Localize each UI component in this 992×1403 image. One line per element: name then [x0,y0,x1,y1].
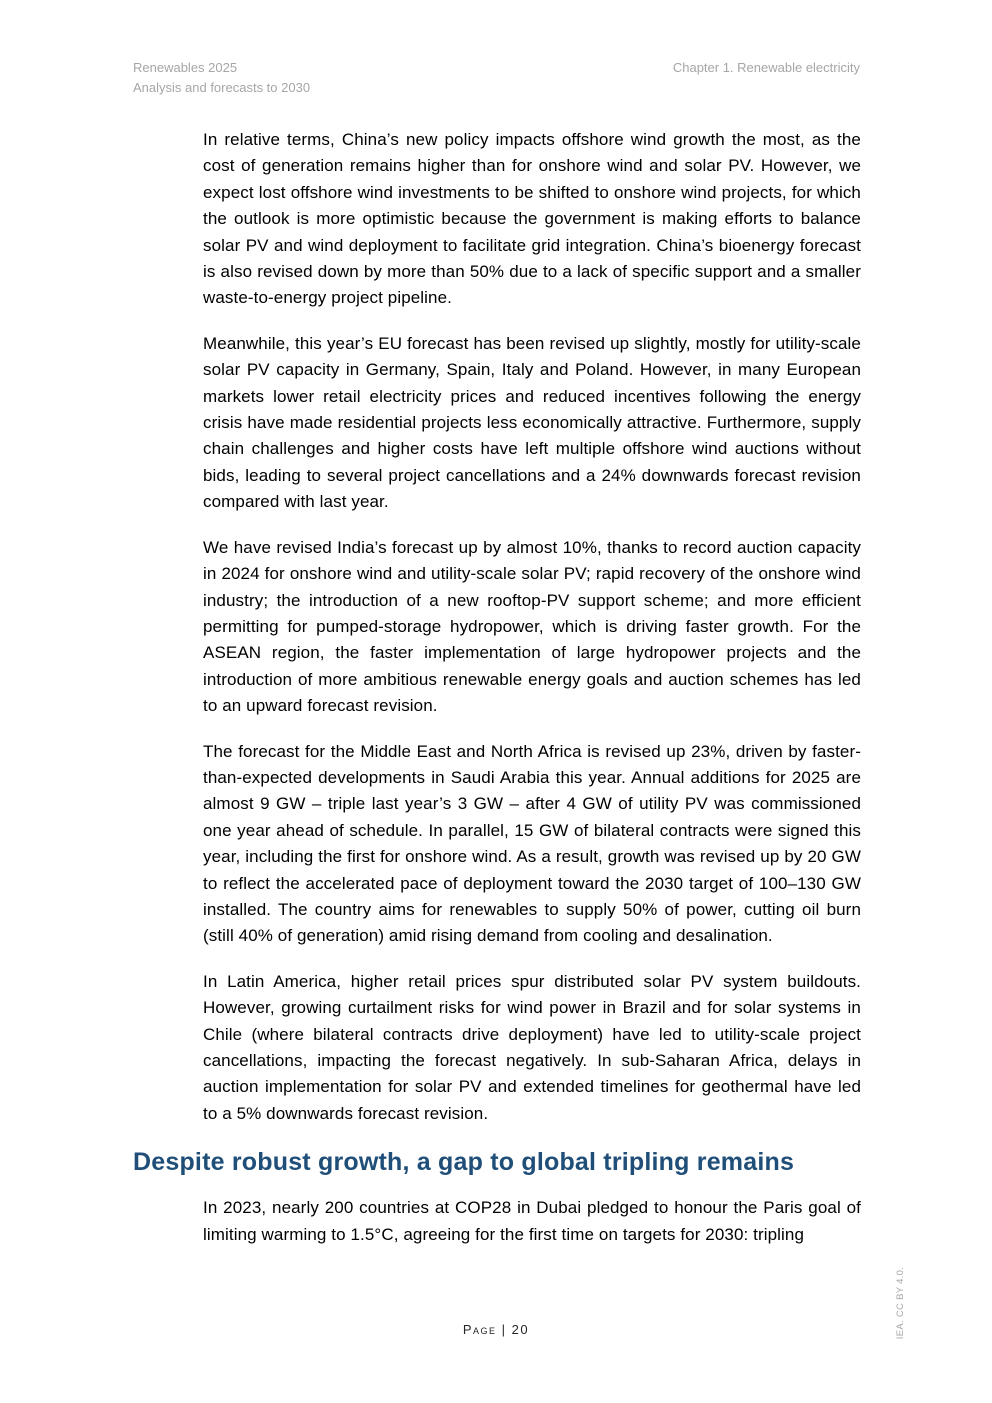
paragraph-latin-america-africa: In Latin America, higher retail prices spur distributed solar PV system buildouts. However, growing curtailment risks for wind power in Brazil and for solar systems in Chile (where bilateral contracts drive deployment) have led to utility-scale project cancellations, impacting the forecast negatively. In sub-Saharan Africa, delays in auction implementation for solar PV and extended timelines for geothermal have led to a 5% downwards forecast revision. [203,971,861,1123]
paragraph-china: In relative terms, China’s new policy impacts offshore wind growth the most, as the cost of generation remains higher than for onshore wind and solar PV. However, we expect lost offshore wind investments to be shifted to onshore wind projects, for which the outlook is more optimistic because the government is making efforts to balance solar PV and wind deployment to facilitate grid integration. China’s bioenergy forecast is also revised down by more than 50% due to a lack of specific support and a smaller waste-to-energy project pipeline. [203,130,861,308]
header-left-block [133,58,310,98]
chapter-title: Chapter 1. Renewable electricity [672,60,860,75]
running-header [133,58,860,98]
report-subtitle: Analysis and forecasts to 2030 [133,80,311,95]
paragraph-india-asean: We have revised India’s forecast up by almost 10%, thanks to record auction capacity in 2024 for onshore wind and utility-scale solar PV; rapid recovery of the onshore wind industry; the introduction of a new rooftop-PV support scheme; and more efficient permitting for pumped-storage hydropower, which is driving faster growth. For the ASEAN region, the faster implementation of large hydropower projects and the introduction of more ambitious renewable energy goals and auction schemes has led to an upward forecast revision. [203,537,861,716]
paragraph-cop28: In 2023, nearly 200 countries at COP28 in Dubai pledged to honour the Paris goal of limiting warming to 1.5°C, agreeing for the first time on targets for 2030: tripling [203,1198,861,1244]
license-side-note: IEA. CC BY 4.0. [895,1266,906,1340]
page-footer [0,1322,992,1337]
page-number-label: Page | 20 [462,1322,530,1337]
paragraph-eu: Meanwhile, this year’s EU forecast has been revised up slightly, mostly for utility-scale solar PV capacity in Germany, Spain, Italy and Poland. However, in many European markets lower retail electricity prices and reduced incentives following the energy crisis have made residential projects less economically attractive. Furthermore, supply chain challenges and higher costs have left multiple offshore wind auctions without bids, leading to several project cancellations and a 24% downwards forecast revision compared with last year. [203,333,861,512]
report-title: Renewables 2025 [133,60,238,75]
main-content [133,127,861,1267]
paragraph-mena: The forecast for the Middle East and North Africa is revised up 23%, driven by faster-than-expected developments in Saudi Arabia this year. Annual additions for 2025 are almost 9 GW – triple last year’s 3 GW – after 4 GW of utility PV was commissioned one year ahead of schedule. In parallel, 15 GW of bilateral contracts were signed this year, including the first for onshore wind. As a result, growth was revised up by 20 GW to reflect the accelerated pace of deployment toward the 2030 target of 100–130 GW installed. The country aims for renewables to supply 50% of power, cutting oil burn (still 40% of generation) amid rising demand from cooling and desalination. [203,741,861,946]
section-heading: Despite robust growth, a gap to global tripling remains [133,1148,795,1177]
